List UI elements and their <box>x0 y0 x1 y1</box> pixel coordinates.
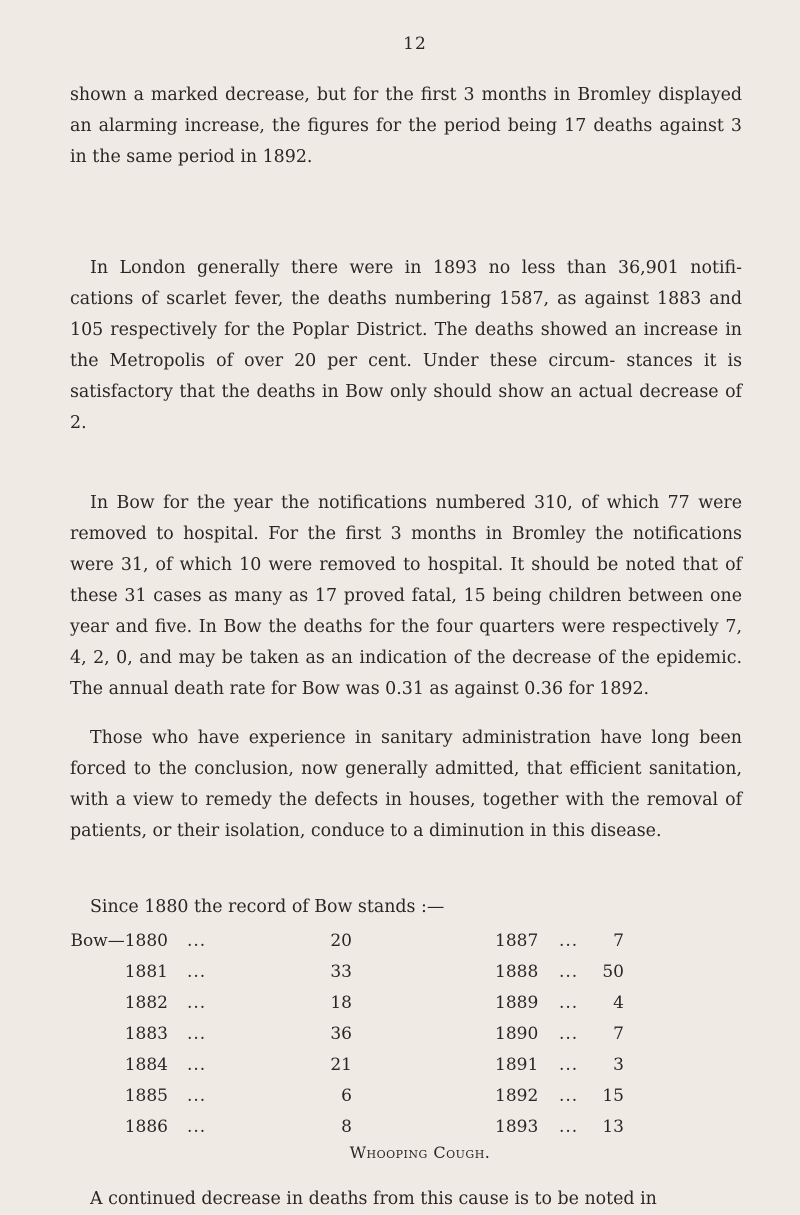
leader-dots: ... <box>559 993 579 1013</box>
deaths-left: 6 <box>341 1086 352 1106</box>
leader-dots: ... <box>559 1024 579 1044</box>
table-row <box>70 928 750 954</box>
paragraph-bow-notifications: In Bow for the year the notifications numbered 310, of which 77 were removed to hospital. For the first 3 months in Bromley the notifications were 31, of which 10 were removed to hospital. It should be noted that of these 31 cases as many as 17 proved fatal, 15 being children between one year and five. In Bow the deaths for the four quarters were respectively 7, 4, 2, 0, and may be taken as an indication of the decrease of the epidemic. The annual death rate for Bow was 0.31 as against 0.36 for 1892. <box>70 493 742 699</box>
paragraph-london-scarlet-fever: In London generally there were in 1893 no less than 36,901 notifi- cations of scarlet fever, the deaths numbering 1587, as against 1883 and 105 respectively for the Poplar District. The deaths showed an increase in the Metropolis of over 20 per cent. Under these circum- stances it is satisfactory that the deaths in Bow only should show an actual decrease of 2. <box>70 258 742 433</box>
leader-dots: ... <box>187 931 207 951</box>
table-row <box>70 1083 750 1109</box>
deaths-right: 4 <box>613 993 624 1013</box>
leader-dots: ... <box>559 931 579 951</box>
leader-dots: ... <box>559 1086 579 1106</box>
record-intro: Since 1880 the record of Bow stands :— <box>90 897 445 917</box>
year-left: 1884 <box>124 1055 168 1075</box>
table-row <box>70 1052 750 1078</box>
year-left: 1885 <box>124 1086 168 1106</box>
document-page <box>70 30 750 1209</box>
year-left: 1881 <box>124 962 168 982</box>
leader-dots: ... <box>187 1117 207 1137</box>
leader-dots: ... <box>187 1086 207 1106</box>
paragraph-bromley-decrease: shown a marked decrease, but for the first 3 months in Bromley displayed an alarming increase, the figures for the period being 17 deaths against 3 in the same period in 1892. <box>70 85 742 167</box>
deaths-left: 8 <box>341 1117 352 1137</box>
section-heading-whooping-cough: Whooping Cough. <box>349 1143 491 1162</box>
paragraph-sanitary-administration: Those who have experience in sanitary administration have long been forced to the conclusion, now generally admitted, that efficient sanitation, with a view to remedy the defects in houses, together with the removal of patients, or their isolation, conduce to a diminution in this disease. <box>70 728 742 841</box>
deaths-right: 13 <box>602 1117 624 1137</box>
year-right: 1889 <box>495 993 539 1013</box>
deaths-left: 33 <box>330 962 352 982</box>
year-right: 1890 <box>495 1024 539 1044</box>
year-left: Bow—1880 <box>70 931 168 951</box>
year-left: 1886 <box>124 1117 168 1137</box>
year-right: 1892 <box>495 1086 539 1106</box>
deaths-right: 7 <box>613 931 624 951</box>
deaths-right: 50 <box>602 962 624 982</box>
table-row <box>70 959 750 985</box>
leader-dots: ... <box>559 1055 579 1075</box>
deaths-right: 3 <box>613 1055 624 1075</box>
year-left: 1882 <box>124 993 168 1013</box>
table-row <box>70 1114 750 1140</box>
year-right: 1891 <box>495 1055 539 1075</box>
table-row <box>70 1021 750 1047</box>
leader-dots: ... <box>187 993 207 1013</box>
year-right: 1893 <box>495 1117 539 1137</box>
deaths-right: 7 <box>613 1024 624 1044</box>
leader-dots: ... <box>559 1117 579 1137</box>
deaths-left: 20 <box>330 931 352 951</box>
deaths-left: 36 <box>330 1024 352 1044</box>
leader-dots: ... <box>187 1024 207 1044</box>
paragraph-whooping-cough: A continued decrease in deaths from this cause is to be noted in <box>90 1189 657 1209</box>
leader-dots: ... <box>559 962 579 982</box>
deaths-left: 18 <box>330 993 352 1013</box>
leader-dots: ... <box>187 962 207 982</box>
year-right: 1887 <box>495 931 539 951</box>
table-row <box>70 990 750 1016</box>
year-left: 1883 <box>124 1024 168 1044</box>
leader-dots: ... <box>187 1055 207 1075</box>
deaths-right: 15 <box>602 1086 624 1106</box>
year-right: 1888 <box>495 962 539 982</box>
deaths-left: 21 <box>330 1055 352 1075</box>
page-number: 12 <box>403 34 427 54</box>
